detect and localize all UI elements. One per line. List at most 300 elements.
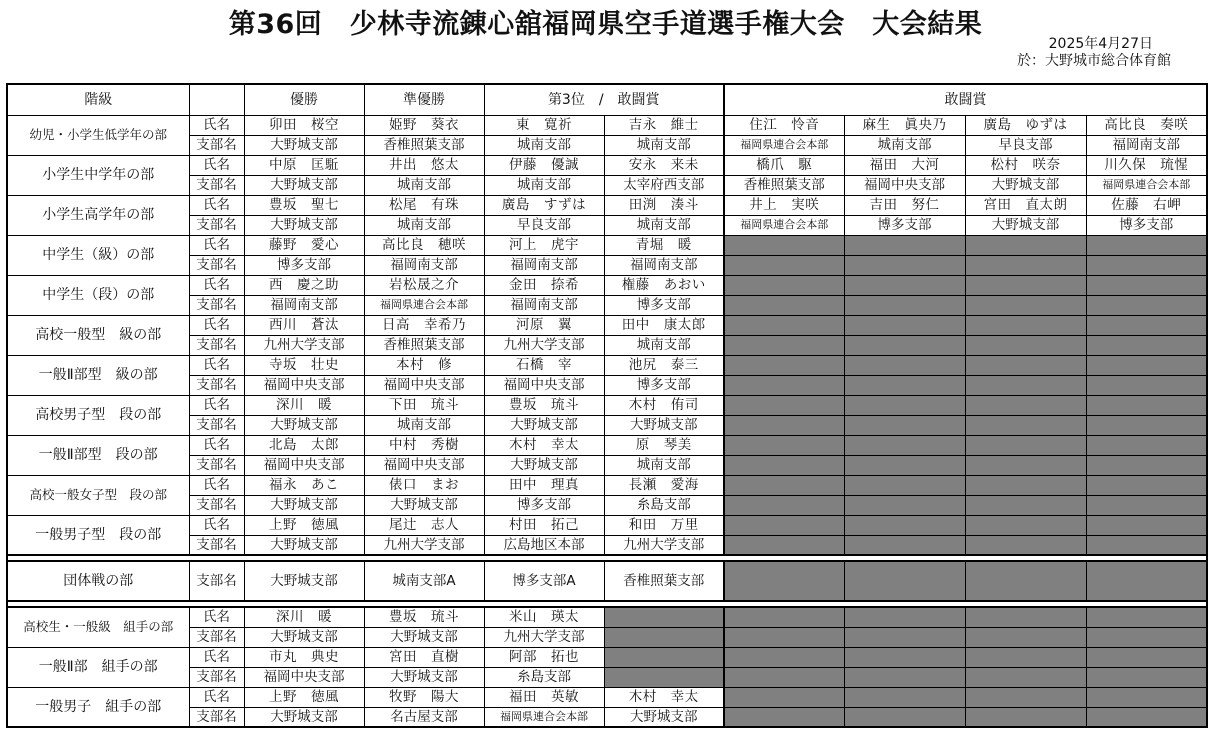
empty-cell [604,667,724,687]
branch-cell: 城南支部 [604,135,724,155]
empty-cell [965,435,1086,455]
branch-label: 支部名 [189,335,244,355]
name-cell: 中原 匡駈 [244,155,364,175]
empty-cell [965,275,1086,295]
empty-cell [1086,647,1207,667]
name-cell: 豊坂 琉斗 [484,395,604,415]
empty-cell [965,255,1086,275]
empty-cell [1086,275,1207,295]
empty-cell [965,315,1086,335]
individual-name-row [7,395,1207,415]
empty-cell [844,707,965,727]
branch-label: 支部名 [189,495,244,515]
branch-cell: 大野城支部 [484,455,604,475]
branch-cell: 博多支部 [1086,215,1207,235]
empty-cell [604,607,724,627]
empty-cell [1086,395,1207,415]
name-cell: 住江 怜音 [724,115,844,135]
branch-cell: 大野城支部 [364,495,484,515]
name-label: 氏名 [189,687,244,707]
branch-label: 支部名 [189,535,244,555]
empty-cell [724,355,844,375]
name-cell: 上野 徳風 [244,687,364,707]
empty-cell [1086,455,1207,475]
empty-cell [844,515,965,535]
empty-cell [724,707,844,727]
name-label: 氏名 [189,395,244,415]
name-cell: 寺坂 壮史 [244,355,364,375]
empty-cell [844,295,965,315]
empty-cell [965,295,1086,315]
header-row [7,84,1207,115]
empty-cell [844,435,965,455]
empty-cell [844,647,965,667]
name-cell: 佐藤 右岬 [1086,195,1207,215]
empty-cell [965,667,1086,687]
empty-cell [965,535,1086,555]
branch-label: 支部名 [189,415,244,435]
name-cell: 村田 拓己 [484,515,604,535]
branch-cell: 九州大学支部 [244,335,364,355]
empty-cell [1086,355,1207,375]
category-label: 高校一般女子型 段の部 [7,475,189,515]
branch-cell: 福岡県連合会本部 [724,135,844,155]
individual-name-row [7,275,1207,295]
empty-cell [1086,475,1207,495]
name-cell: 河上 虎宇 [484,235,604,255]
empty-cell [844,607,965,627]
branch-label: 支部名 [189,295,244,315]
empty-cell [724,561,844,601]
empty-cell [604,627,724,647]
branch-cell: 糸島支部 [604,495,724,515]
empty-cell [1086,561,1207,601]
branch-label: 支部名 [189,215,244,235]
name-cell: 河原 翼 [484,315,604,335]
name-label: 氏名 [189,647,244,667]
empty-cell [1086,415,1207,435]
empty-cell [724,315,844,335]
name-cell: 尾辻 志人 [364,515,484,535]
event-date: 2025年4月27日 [1048,36,1153,52]
branch-cell: 大野城支部 [965,215,1086,235]
branch-cell: 城南支部 [844,135,965,155]
name-cell: 廣島 すずは [484,195,604,215]
branch-label: 支部名 [189,375,244,395]
empty-cell [844,415,965,435]
name-cell: 市丸 典史 [244,647,364,667]
empty-cell [724,435,844,455]
name-cell: 田中 理真 [484,475,604,495]
branch-label: 支部名 [189,135,244,155]
name-cell: 西川 蒼汰 [244,315,364,335]
branch-cell: 大野城支部 [244,415,364,435]
name-label: 氏名 [189,315,244,335]
team-branch-cell: 城南支部A [364,561,484,601]
individual-name-row [7,115,1207,135]
column-header-winner: 優勝 [244,84,364,115]
name-cell: 木村 侑司 [604,395,724,415]
empty-cell [1086,667,1207,687]
empty-cell [604,647,724,667]
branch-cell: 福岡南支部 [1086,135,1207,155]
name-cell: 長瀬 愛海 [604,475,724,495]
name-cell: 豊坂 聖七 [244,195,364,215]
branch-cell: 大野城支部 [244,627,364,647]
branch-cell: 早良支部 [965,135,1086,155]
name-cell: 田渕 湊斗 [604,195,724,215]
empty-cell [844,355,965,375]
name-cell: 岩松晟之介 [364,275,484,295]
empty-cell [724,295,844,315]
name-cell: 福田 英敏 [484,687,604,707]
name-cell: 金田 捺希 [484,275,604,295]
name-cell: 伊藤 優誠 [484,155,604,175]
empty-cell [844,475,965,495]
empty-cell [844,535,965,555]
empty-cell [844,275,965,295]
empty-cell [724,687,844,707]
branch-label: 支部名 [189,455,244,475]
name-cell: 吉永 維士 [604,115,724,135]
name-cell: 廣島 ゆずは [965,115,1086,135]
name-cell: 本村 修 [364,355,484,375]
empty-cell [965,475,1086,495]
branch-cell: 博多支部 [844,215,965,235]
name-cell: 麻生 眞央乃 [844,115,965,135]
branch-label: 支部名 [189,667,244,687]
name-label: 氏名 [189,355,244,375]
results-table [6,83,1208,728]
column-header-fighting: 敢闘賞 [724,84,1207,115]
name-cell: 井上 実咲 [724,195,844,215]
empty-cell [1086,687,1207,707]
empty-cell [965,235,1086,255]
empty-cell [724,627,844,647]
branch-cell: 早良支部 [484,215,604,235]
event-venue: 於：大野城市総合体育館 [1017,53,1171,69]
branch-cell: 大野城支部 [364,667,484,687]
empty-cell [1086,375,1207,395]
name-cell: 権藤 あおい [604,275,724,295]
name-cell: 日高 幸希乃 [364,315,484,335]
name-label: 氏名 [189,195,244,215]
empty-cell [724,647,844,667]
branch-label: 支部名 [189,255,244,275]
empty-cell [965,395,1086,415]
column-header-runner-up: 準優勝 [364,84,484,115]
name-cell: 深川 暖 [244,395,364,415]
name-label: 氏名 [189,115,244,135]
empty-cell [724,667,844,687]
branch-cell: 香椎照葉支部 [364,335,484,355]
category-label: 高校生・一般級 組手の部 [7,607,189,647]
name-cell: 木村 幸太 [484,435,604,455]
empty-cell [844,495,965,515]
empty-cell [724,255,844,275]
empty-cell [844,335,965,355]
name-label: 氏名 [189,235,244,255]
empty-cell [965,627,1086,647]
empty-cell [724,335,844,355]
empty-cell [724,235,844,255]
empty-cell [965,687,1086,707]
empty-cell [965,455,1086,475]
category-label: 一般Ⅱ部型 級の部 [7,355,189,395]
column-header-class: 階級 [7,84,189,115]
empty-cell [844,627,965,647]
branch-cell: 博多支部 [604,375,724,395]
category-label: 中学生（級）の部 [7,235,189,275]
name-label: 氏名 [189,607,244,627]
empty-cell [724,455,844,475]
empty-cell [724,475,844,495]
name-cell: 橋爪 駆 [724,155,844,175]
branch-cell: 城南支部 [484,135,604,155]
category-label: 団体戦の部 [7,561,189,601]
column-header-kind [189,84,244,115]
branch-cell: 香椎照葉支部 [724,175,844,195]
category-label: 一般Ⅱ部 組手の部 [7,647,189,687]
name-label: 氏名 [189,275,244,295]
branch-cell: 名古屋支部 [364,707,484,727]
kumite-name-row [7,647,1207,667]
empty-cell [724,535,844,555]
kumite-name-row [7,687,1207,707]
empty-cell [1086,435,1207,455]
team-branch-cell: 香椎照葉支部 [604,561,724,601]
empty-cell [1086,315,1207,335]
empty-cell [965,707,1086,727]
empty-cell [1086,235,1207,255]
name-cell: 姫野 葵衣 [364,115,484,135]
name-cell: 石橋 宰 [484,355,604,375]
name-cell: 卯田 桜空 [244,115,364,135]
empty-cell [724,495,844,515]
name-cell: 牧野 陽大 [364,687,484,707]
branch-cell: 福岡中央支部 [364,455,484,475]
branch-cell: 城南支部 [604,215,724,235]
name-cell: 池尻 泰三 [604,355,724,375]
empty-cell [844,235,965,255]
branch-cell: 大野城支部 [244,135,364,155]
individual-name-row [7,155,1207,175]
column-header-third: 第3位 / 敢闘賞 [484,84,724,115]
individual-name-row [7,315,1207,335]
individual-name-row [7,435,1207,455]
branch-cell: 城南支部 [364,215,484,235]
empty-cell [1086,607,1207,627]
name-cell: 高比良 奏咲 [1086,115,1207,135]
name-cell: 東 寛祈 [484,115,604,135]
team-branch-cell: 博多支部A [484,561,604,601]
category-label: 一般男子 組手の部 [7,687,189,727]
individual-name-row [7,355,1207,375]
branch-cell: 広島地区本部 [484,535,604,555]
branch-cell: 博多支部 [244,255,364,275]
name-cell: 米山 瑛太 [484,607,604,627]
empty-cell [1086,255,1207,275]
name-cell: 吉田 努仁 [844,195,965,215]
empty-cell [965,495,1086,515]
empty-cell [965,647,1086,667]
name-cell: 北島 太郎 [244,435,364,455]
branch-cell: 大野城支部 [965,175,1086,195]
branch-cell: 城南支部 [484,175,604,195]
name-cell: 田中 康太郎 [604,315,724,335]
name-cell: 阿部 拓也 [484,647,604,667]
name-cell: 原 琴美 [604,435,724,455]
branch-cell: 福岡県連合会本部 [724,215,844,235]
branch-cell: 福岡中央支部 [844,175,965,195]
empty-cell [844,687,965,707]
individual-name-row [7,195,1207,215]
empty-cell [844,255,965,275]
name-cell: 下田 琉斗 [364,395,484,415]
name-cell: 深川 暖 [244,607,364,627]
category-label: 高校男子型 段の部 [7,395,189,435]
empty-cell [1086,295,1207,315]
branch-cell: 福岡南支部 [244,295,364,315]
branch-cell: 大野城支部 [244,215,364,235]
name-cell: 松村 咲奈 [965,155,1086,175]
empty-cell [965,561,1086,601]
name-cell: 藤野 愛心 [244,235,364,255]
category-label: 小学生中学年の部 [7,155,189,195]
branch-label: 支部名 [189,707,244,727]
empty-cell [844,395,965,415]
name-cell: 上野 徳風 [244,515,364,535]
branch-label: 支部名 [189,561,244,601]
empty-cell [1086,627,1207,647]
branch-cell: 博多支部 [484,495,604,515]
empty-cell [724,375,844,395]
branch-cell: 糸島支部 [484,667,604,687]
empty-cell [965,375,1086,395]
category-label: 小学生高学年の部 [7,195,189,235]
name-cell: 福永 あこ [244,475,364,495]
name-cell: 和田 万里 [604,515,724,535]
branch-cell: 福岡県連合会本部 [484,707,604,727]
branch-label: 支部名 [189,627,244,647]
category-label: 高校一般型 級の部 [7,315,189,355]
branch-cell: 香椎照葉支部 [364,135,484,155]
branch-cell: 九州大学支部 [364,535,484,555]
empty-cell [724,415,844,435]
empty-cell [1086,335,1207,355]
name-cell: 井出 悠太 [364,155,484,175]
name-cell: 川久保 琉惺 [1086,155,1207,175]
branch-cell: 大野城支部 [604,415,724,435]
name-cell: 青堀 暖 [604,235,724,255]
branch-cell: 福岡中央支部 [244,455,364,475]
branch-cell: 福岡南支部 [484,295,604,315]
branch-cell: 大野城支部 [364,627,484,647]
branch-cell: 大野城支部 [244,707,364,727]
branch-cell: 福岡中央支部 [244,375,364,395]
name-label: 氏名 [189,155,244,175]
individual-name-row [7,235,1207,255]
empty-cell [844,375,965,395]
branch-cell: 福岡中央支部 [244,667,364,687]
kumite-name-row [7,607,1207,627]
name-cell: 木村 幸太 [604,687,724,707]
branch-cell: 大野城支部 [244,175,364,195]
branch-cell: 福岡南支部 [364,255,484,275]
individual-name-row [7,475,1207,495]
branch-cell: 大野城支部 [244,535,364,555]
branch-cell: 福岡中央支部 [364,375,484,395]
branch-cell: 九州大学支部 [484,335,604,355]
branch-cell: 大野城支部 [484,415,604,435]
branch-cell: 福岡南支部 [604,255,724,275]
branch-cell: 福岡県連合会本部 [1086,175,1207,195]
name-cell: 安永 来未 [604,155,724,175]
empty-cell [844,455,965,475]
empty-cell [965,415,1086,435]
category-label: 一般Ⅱ部型 段の部 [7,435,189,475]
empty-cell [965,355,1086,375]
branch-label: 支部名 [189,175,244,195]
empty-cell [1086,535,1207,555]
name-cell: 高比良 穂咲 [364,235,484,255]
branch-cell: 福岡県連合会本部 [364,295,484,315]
branch-cell: 大野城支部 [604,707,724,727]
individual-name-row [7,515,1207,535]
branch-cell: 大野城支部 [244,495,364,515]
empty-cell [844,561,965,601]
empty-cell [965,515,1086,535]
team-row [7,561,1207,601]
name-cell: 宮田 直太朗 [965,195,1086,215]
empty-cell [724,395,844,415]
name-cell: 豊坂 琉斗 [364,607,484,627]
branch-cell: 城南支部 [604,455,724,475]
branch-cell: 福岡南支部 [484,255,604,275]
team-branch-cell: 大野城支部 [244,561,364,601]
empty-cell [1086,707,1207,727]
empty-cell [844,315,965,335]
category-label: 幼児・小学生低学年の部 [7,115,189,155]
branch-cell: 城南支部 [364,175,484,195]
branch-cell: 九州大学支部 [484,627,604,647]
branch-cell: 福岡中央支部 [484,375,604,395]
name-cell: 松尾 有珠 [364,195,484,215]
name-cell: 福田 大河 [844,155,965,175]
name-cell: 西 慶之助 [244,275,364,295]
empty-cell [965,607,1086,627]
category-label: 一般男子型 段の部 [7,515,189,555]
empty-cell [844,667,965,687]
name-label: 氏名 [189,435,244,455]
empty-cell [724,515,844,535]
category-label: 中学生（段）の部 [7,275,189,315]
branch-cell: 城南支部 [364,415,484,435]
empty-cell [965,335,1086,355]
name-cell: 宮田 直樹 [364,647,484,667]
branch-cell: 九州大学支部 [604,535,724,555]
name-cell: 俵口 まお [364,475,484,495]
empty-cell [724,607,844,627]
branch-cell: 城南支部 [604,335,724,355]
page-title: 第36回 少林寺流錬心舘福岡県空手道選手権大会 大会結果 [228,9,983,40]
branch-cell: 博多支部 [604,295,724,315]
name-label: 氏名 [189,515,244,535]
empty-cell [1086,515,1207,535]
empty-cell [1086,495,1207,515]
name-cell: 中村 秀樹 [364,435,484,455]
branch-cell: 太宰府西支部 [604,175,724,195]
